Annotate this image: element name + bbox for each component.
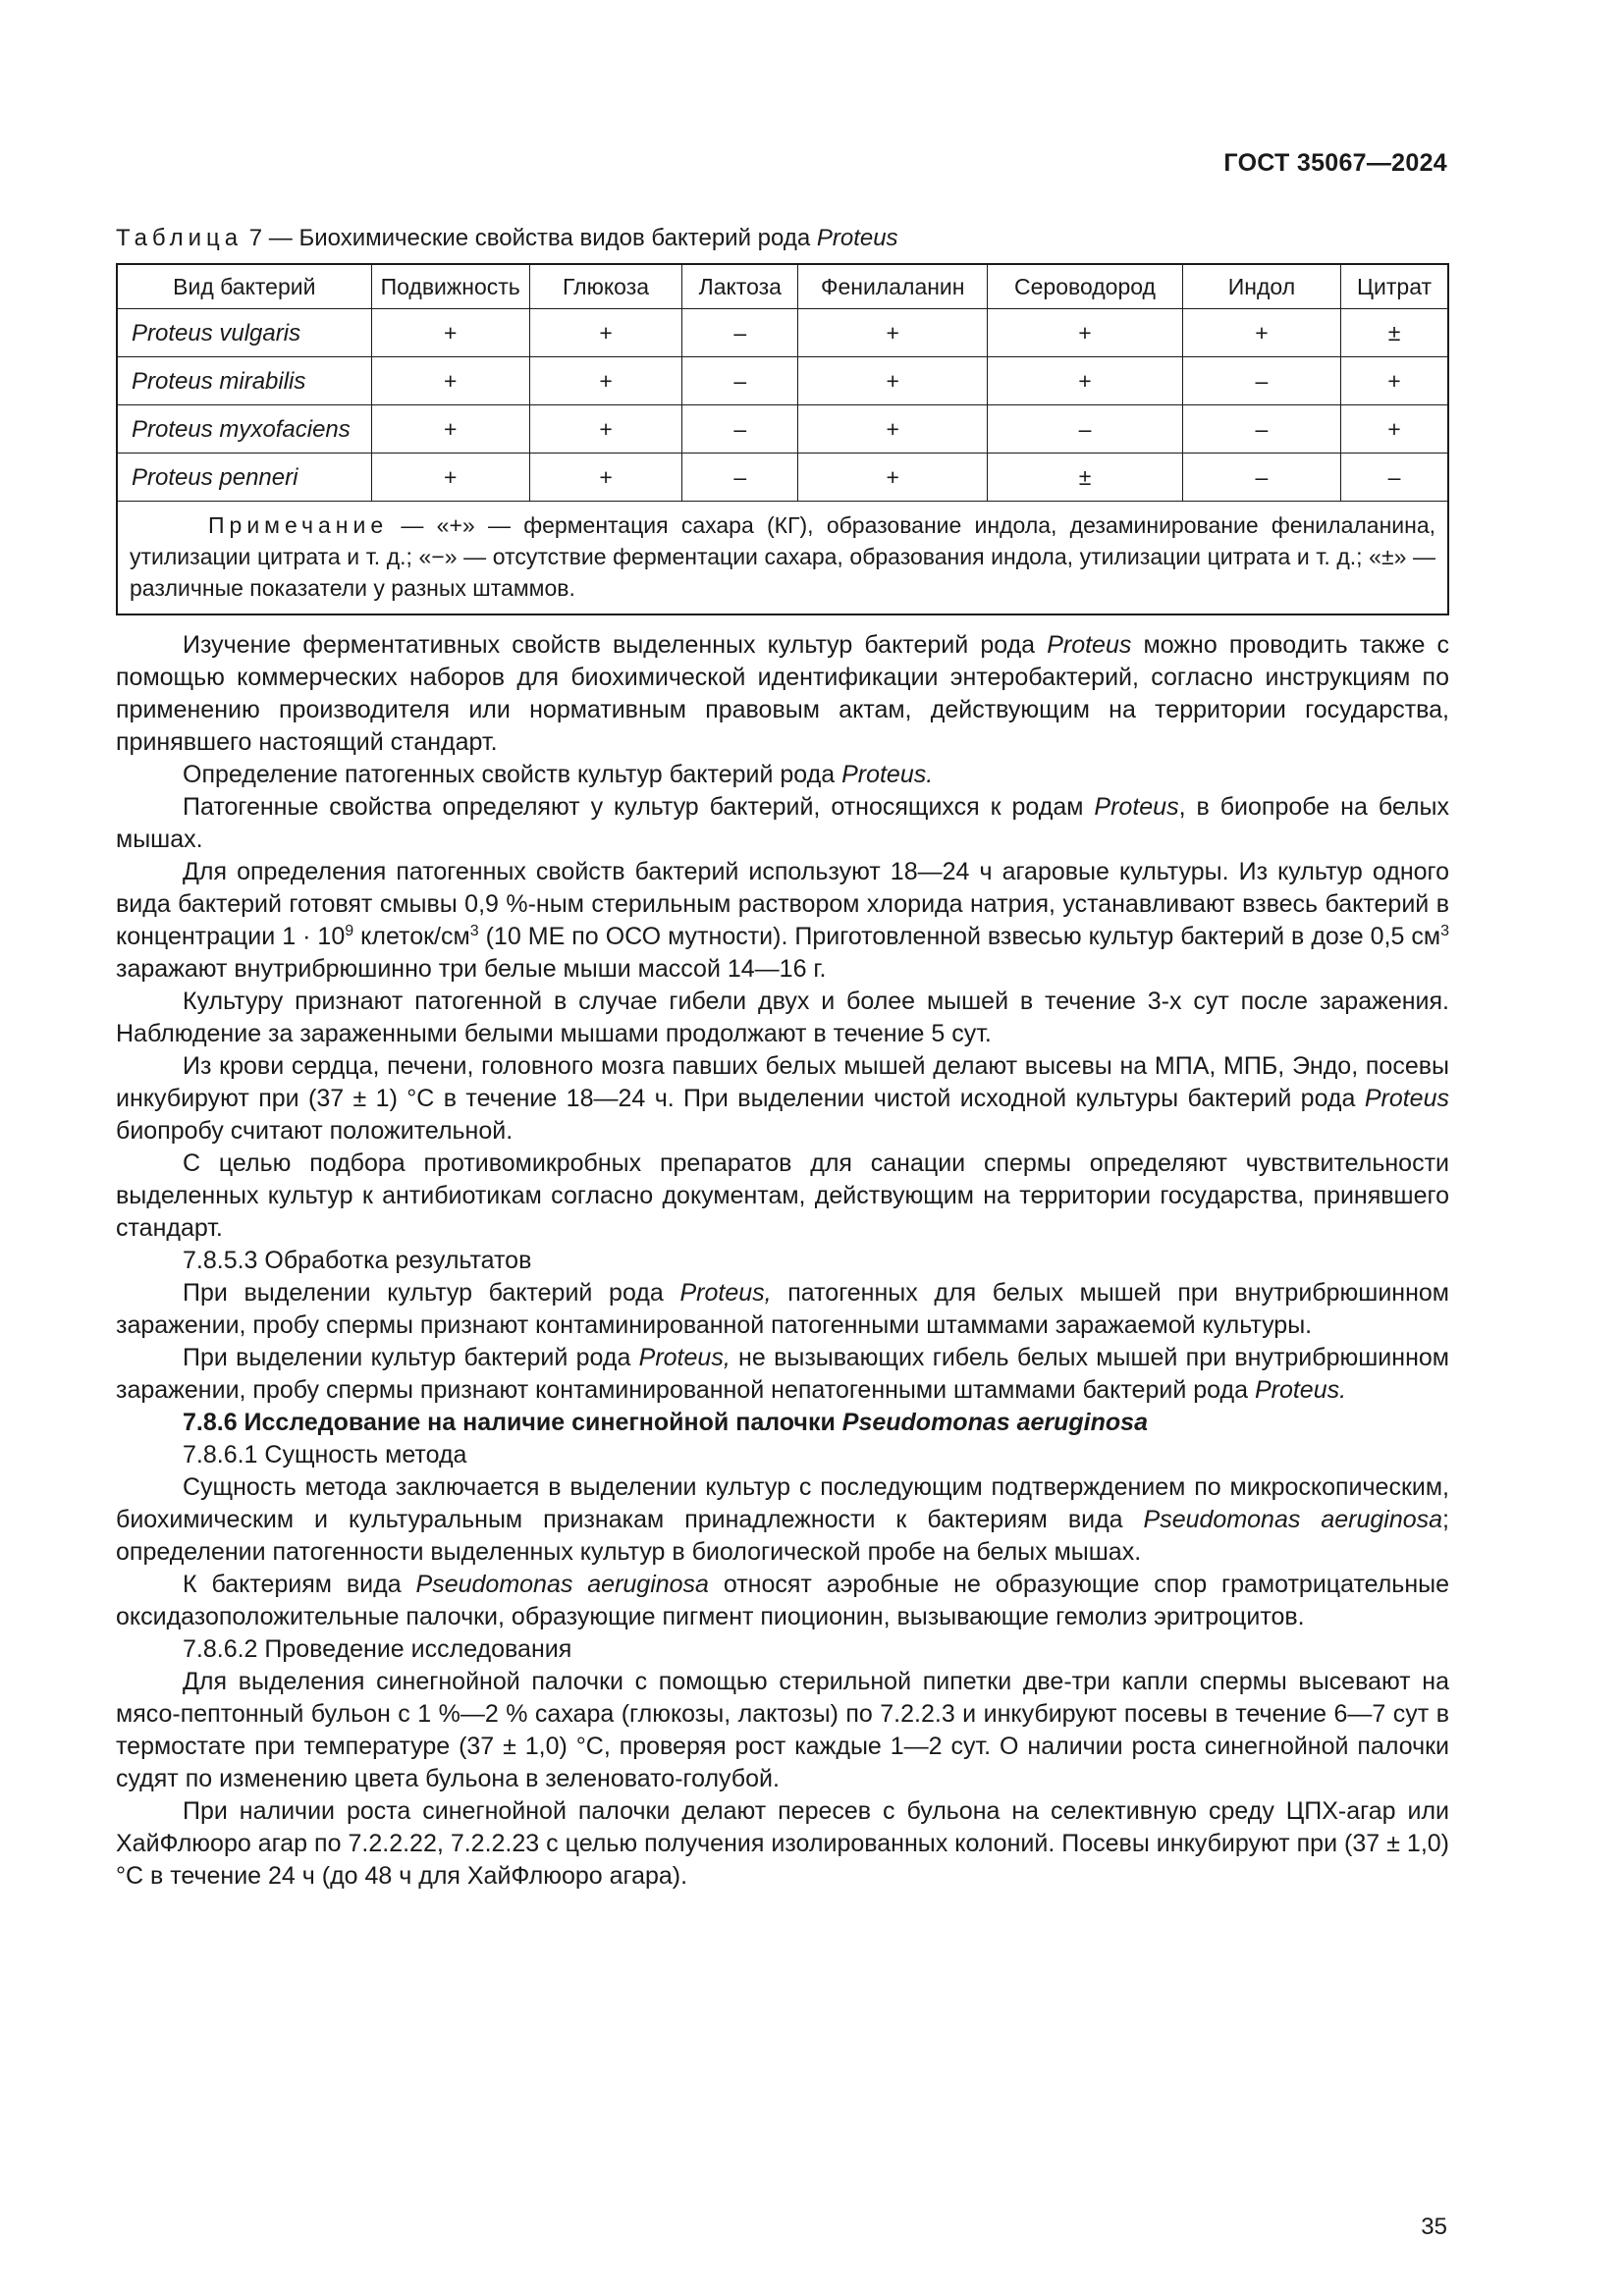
paragraph: Из крови сердца, печени, головного мозга павших белых мышей делают высевы на МПА, МПБ, Эндо, посевы инкубируют при (37 ± 1) °С в течение 18—24 ч. При выделении чистой исходной культуры бактерий рода Proteus биопробу считают положительной.: [116, 1052, 1449, 1145]
table-caption-text: 7 — Биохимические свойства видов бактерий рода: [248, 225, 811, 251]
column-header: Вид бактерий: [117, 264, 371, 309]
paragraph: Для выделения синегнойной палочки с помощью стерильной пипетки две-три капли спермы высевают на мясо-пептонный бульон с 1 %—2 % сахара (глюкозы, лактозы) по 7.2.2.3 и инкубируют посевы в течение 6—7 сут в термостате при температуре (37 ± 1,0) °С, проверяя рост каждые 1—2 сут. О наличии роста синегнойной палочки судят по изменению цвета бульона в зеленовато-голубой.: [116, 1668, 1449, 1792]
value-cell: +: [798, 405, 988, 454]
table-row: [117, 309, 1448, 357]
table-caption-genus: Proteus: [816, 225, 898, 251]
paragraph: К бактериям вида Pseudomonas aeruginosa относят аэробные не образующие спор грамотрицательные оксидазоположительные палочки, образующие пигмент пиоционин, вызывающие гемолиз эритроцитов.: [116, 1571, 1449, 1630]
value-cell: +: [1341, 405, 1448, 454]
subsection-heading: 7.8.5.3 Обработка результатов: [183, 1247, 532, 1274]
column-header: Глюкоза: [529, 264, 681, 309]
paragraph: Сущность метода заключается в выделении культур с последующим подтверждением по микроскопическим, биохимическим и культуральным признакам принадлежности к бактериям вида Pseudomonas aeruginosa; определении патогенности выделенных культур в биологической пробе на белых мышах.: [116, 1473, 1449, 1566]
value-cell: ±: [1341, 309, 1448, 357]
table-row: [117, 405, 1448, 454]
table-note-row: [117, 502, 1448, 615]
table-row: [117, 454, 1448, 502]
subsection-heading: 7.8.6.2 Проведение исследования: [183, 1635, 572, 1663]
value-cell: +: [529, 454, 681, 502]
value-cell: +: [1341, 357, 1448, 405]
species-cell: Proteus vulgaris: [117, 309, 371, 357]
paragraph: При выделении культур бактерий рода Proteus, не вызывающих гибель белых мышей при внутрибрюшинном заражении, пробу спермы признают контаминированной непатогенными штаммами бактерий рода Proteus.: [116, 1344, 1449, 1404]
column-header: Индол: [1182, 264, 1340, 309]
value-cell: +: [798, 357, 988, 405]
note-text: — «+» — ферментация сахара (КГ), образование индола, дезаминирование фенилаланина, утилизации цитрата и т. д.; «−» — отсутствие ферментации сахара, образования индола, утилизации цитрата и т. д.; «±» — различные показатели у разных штаммов.: [130, 512, 1435, 601]
value-cell: –: [1182, 405, 1340, 454]
table-caption-prefix: Таблица: [116, 225, 244, 251]
value-cell: –: [1182, 357, 1340, 405]
value-cell: +: [529, 309, 681, 357]
table-row: [117, 357, 1448, 405]
value-cell: +: [798, 309, 988, 357]
value-cell: –: [682, 357, 798, 405]
value-cell: –: [988, 405, 1183, 454]
value-cell: +: [988, 357, 1183, 405]
paragraph: Культуру признают патогенной в случае гибели двух и более мышей в течение 3-х сут после заражения. Наблюдение за зараженными белыми мышами продолжают в течение 5 сут.: [116, 988, 1449, 1047]
value-cell: –: [1182, 454, 1340, 502]
table-note: [117, 502, 1448, 615]
biochemical-properties-table: [116, 263, 1449, 615]
value-cell: +: [529, 357, 681, 405]
value-cell: –: [682, 454, 798, 502]
value-cell: +: [529, 405, 681, 454]
value-cell: +: [988, 309, 1183, 357]
paragraph: При наличии роста синегнойной палочки делают пересев с бульона на селективную среду ЦПХ-агар или ХайФлюоро агар по 7.2.2.22, 7.2.2.23 с целью получения изолированных колоний. Посевы инкубируют при (37 ± 1,0) °С в течение 24 ч (до 48 ч для ХайФлюоро агара).: [116, 1797, 1449, 1890]
column-header: Фенилаланин: [798, 264, 988, 309]
column-header: Сероводород: [988, 264, 1183, 309]
value-cell: +: [371, 454, 529, 502]
paragraph: Определение патогенных свойств культур бактерий рода Proteus.: [183, 761, 934, 788]
column-header: Подвижность: [371, 264, 529, 309]
value-cell: –: [682, 309, 798, 357]
table-header-row: [117, 264, 1448, 309]
paragraph: Патогенные свойства определяют у культур бактерий, относящихся к родам Proteus, в биопробе на белых мышах.: [116, 793, 1449, 853]
table-caption: [116, 222, 1449, 254]
value-cell: +: [371, 357, 529, 405]
value-cell: –: [1341, 454, 1448, 502]
section-heading: 7.8.6 Исследование на наличие синегнойной палочки Pseudomonas aeruginosa: [183, 1409, 1148, 1436]
species-cell: Proteus penneri: [117, 454, 371, 502]
value-cell: –: [682, 405, 798, 454]
species-cell: Proteus myxofaciens: [117, 405, 371, 454]
subsection-heading: 7.8.6.1 Сущность метода: [183, 1441, 467, 1468]
paragraph: С целью подбора противомикробных препаратов для санации спермы определяют чувствительности выделенных культур к антибиотикам согласно документам, действующим на территории государства, принявшего стандарт.: [116, 1149, 1449, 1242]
body-text: [116, 629, 1449, 1893]
species-cell: Proteus mirabilis: [117, 357, 371, 405]
column-header: Цитрат: [1341, 264, 1448, 309]
value-cell: +: [798, 454, 988, 502]
paragraph: Изучение ферментативных свойств выделенных культур бактерий рода Proteus можно проводить также с помощью коммерческих наборов для биохимической идентификации энтеробактерий, согласно инструкциям по применению производителя или нормативным правовым актам, действующим на территории государства, принявшего настоящий стандарт.: [116, 631, 1449, 756]
page-number: 35: [1421, 2214, 1447, 2240]
paragraph: При выделении культур бактерий рода Proteus, патогенных для белых мышей при внутрибрюшинном заражении, пробу спермы признают контаминированной патогенными штаммами заражаемой культуры.: [116, 1279, 1449, 1339]
paragraph: Для определения патогенных свойств бактерий используют 18—24 ч агаровые культуры. Из культур одного вида бактерий готовят смывы 0,9 %-ным стерильным раствором хлорида натрия, устанавливают взвесь бактерий в концентрации $1 \cdot 10^9$ клеток/$см^3$ (10 МЕ по ОСО мутности). Приготовленной взвесью культур бактерий в дозе 0,5 $см^3$ заражают внутрибрюшинно три белые мыши массой 14—16 г.: [116, 858, 1449, 983]
value-cell: +: [1182, 309, 1340, 357]
note-heading: Примечание: [208, 512, 389, 538]
column-header: Лактоза: [682, 264, 798, 309]
value-cell: +: [371, 309, 529, 357]
document-code: ГОСТ 35067—2024: [1223, 149, 1447, 177]
value-cell: +: [371, 405, 529, 454]
page-content: [116, 222, 1449, 1893]
value-cell: ±: [988, 454, 1183, 502]
